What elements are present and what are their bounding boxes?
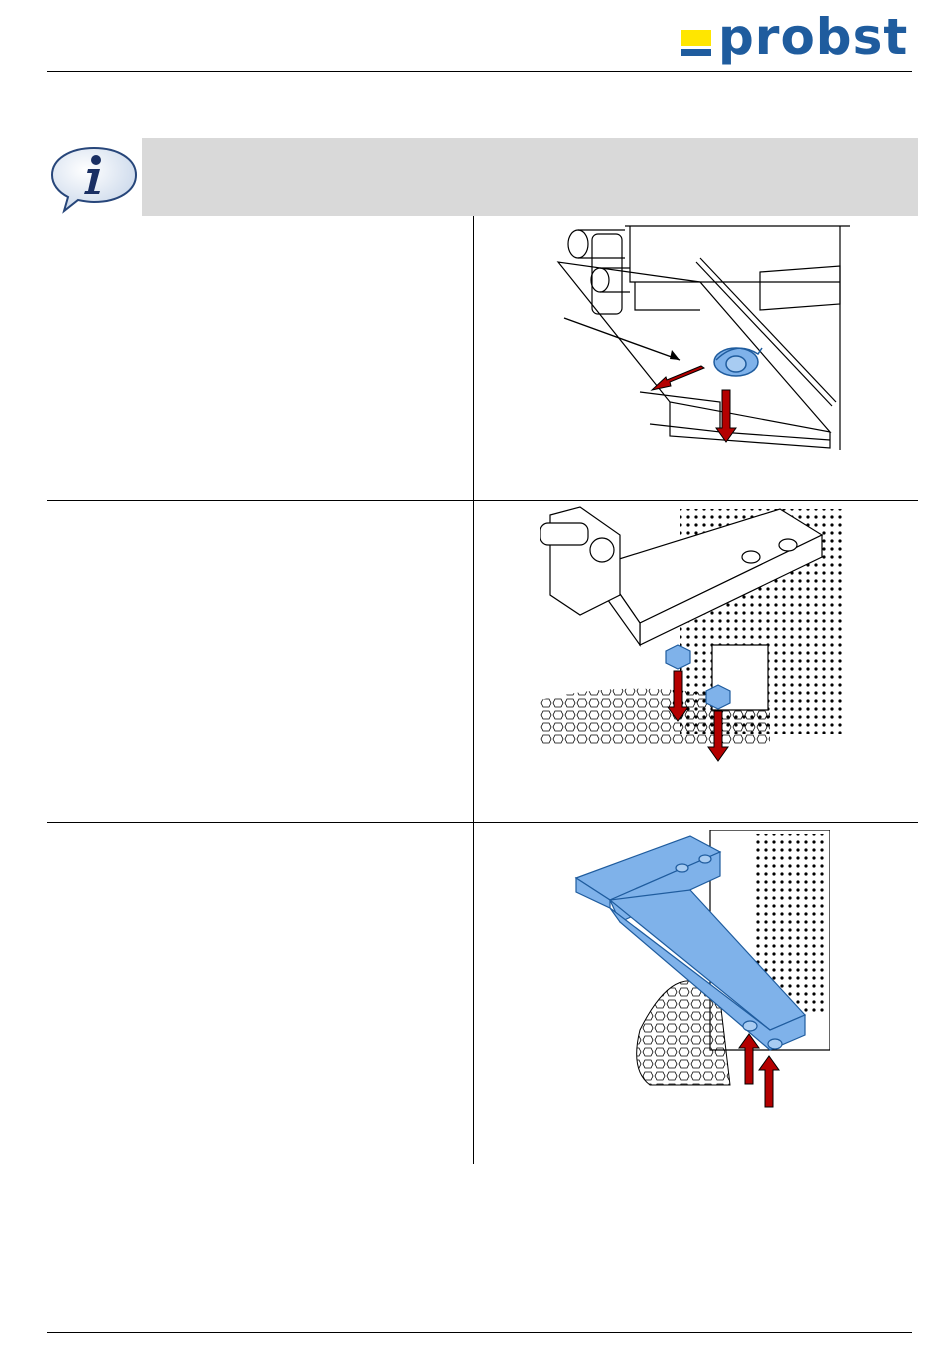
info-box	[142, 138, 918, 216]
remove-bolts-figure	[540, 505, 850, 763]
header-rule	[47, 71, 912, 72]
brand-logo: probst	[718, 8, 909, 66]
remove-clip-and-pin-figure	[540, 222, 850, 456]
column-divider	[473, 216, 474, 1164]
footer-rule	[47, 1332, 912, 1333]
mount-bracket-figure	[570, 830, 830, 1110]
row-divider	[47, 500, 918, 501]
info-icon	[48, 145, 140, 215]
row-divider	[47, 822, 918, 823]
brand-mark-icon	[681, 30, 711, 57]
